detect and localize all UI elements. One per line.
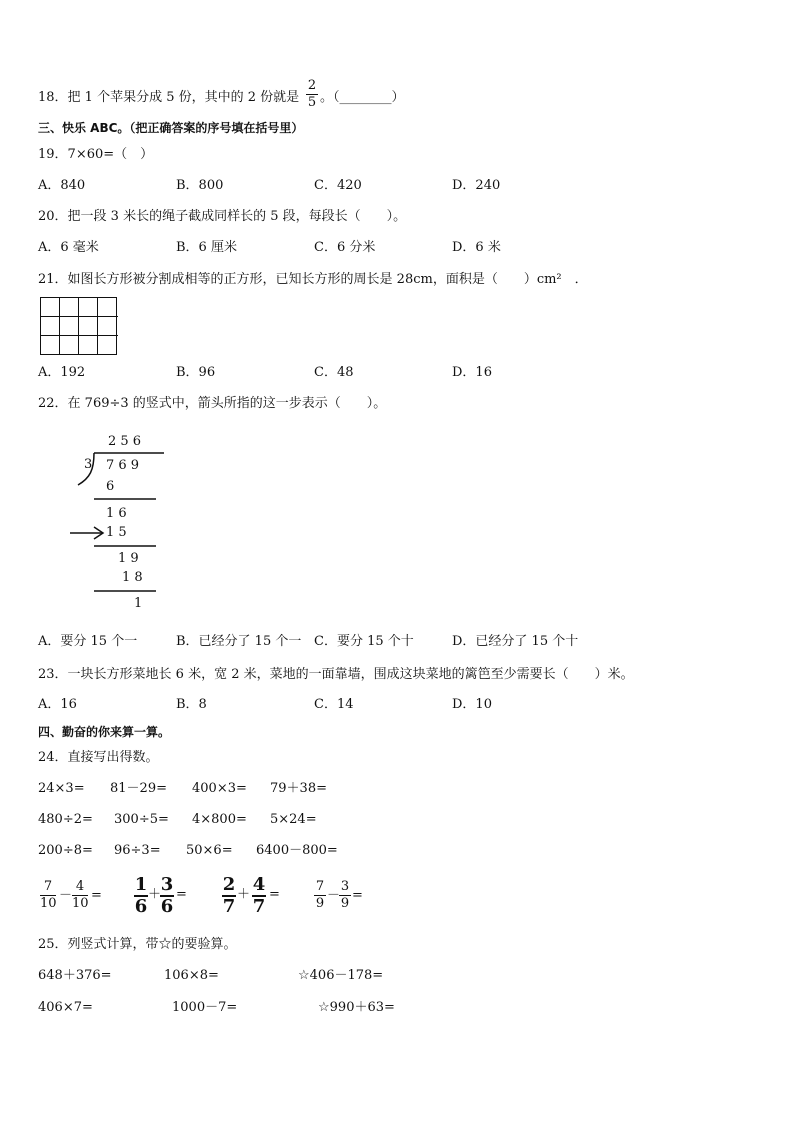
- fraction-denominator: 10: [72, 896, 89, 911]
- q19-option-a[interactable]: A．840: [38, 178, 86, 193]
- equals-sign: =: [176, 887, 187, 902]
- q25-stem: 25．列竖式计算，带☆的要验算。: [38, 937, 237, 952]
- q19-option-c[interactable]: C．420: [314, 178, 362, 193]
- q19-stem: 19．7×60=（ ）: [38, 147, 154, 162]
- fraction-denominator: 7: [252, 896, 266, 917]
- operator: －: [327, 888, 341, 903]
- q20-option-a[interactable]: A．6 毫米: [38, 240, 99, 255]
- q19-option-b[interactable]: B．800: [176, 178, 224, 193]
- q24-item: 24×3=: [38, 781, 85, 796]
- q21-option-a[interactable]: A．192: [38, 365, 86, 380]
- operator: －: [59, 888, 73, 903]
- division-row-6: 1: [134, 596, 143, 611]
- q23-option-d[interactable]: D．10: [452, 697, 492, 712]
- q24-item: 4×800=: [192, 812, 247, 827]
- fraction-numerator: 4: [252, 874, 266, 895]
- q21-option-b[interactable]: B．96: [176, 365, 216, 380]
- q24-item: 400×3=: [192, 781, 247, 796]
- fraction-numerator: 7: [315, 879, 325, 894]
- q24-item: 79＋38=: [270, 781, 327, 796]
- q20-option-d[interactable]: D．6 米: [452, 240, 501, 255]
- q20-option-c[interactable]: C．6 分米: [314, 240, 376, 255]
- fraction-numerator: 1: [134, 874, 148, 895]
- equals-sign: =: [91, 888, 102, 903]
- q21-option-d[interactable]: D．16: [452, 365, 492, 380]
- q25-item: ☆990＋63=: [318, 1000, 395, 1015]
- q25-item: 406×7=: [38, 1000, 93, 1015]
- rectangle-grid-figure: [40, 297, 118, 355]
- q20-stem: 20．把一段 3 米长的绳子截成同样长的 5 段，每段长（ ）。: [38, 209, 407, 224]
- q25-item: 106×8=: [164, 968, 219, 983]
- fraction-numerator: 4: [72, 879, 88, 896]
- q25-item: ☆406－178=: [298, 968, 384, 983]
- fraction-denominator: 6: [134, 896, 148, 917]
- q22-option-c[interactable]: C．要分 15 个十: [314, 634, 414, 649]
- division-row-4: 1 9: [118, 551, 139, 566]
- q22-option-d[interactable]: D．已经分了 15 个十: [452, 634, 579, 649]
- q24-stem: 24．直接写出得数。: [38, 750, 159, 765]
- division-dividend: 7 6 9: [106, 458, 140, 473]
- arrow-right-icon: [70, 526, 106, 540]
- q19-option-d[interactable]: D．240: [452, 178, 501, 193]
- q22-option-b[interactable]: B．已经分了 15 个一: [176, 634, 302, 649]
- operator: ＋: [237, 887, 251, 902]
- q24-item: 5×24=: [270, 812, 317, 827]
- q24-item: 6400－800=: [256, 843, 338, 858]
- q22-stem: 22．在 769÷3 的竖式中，箭头所指的这一步表示（ ）。: [38, 396, 387, 411]
- q23-option-c[interactable]: C．14: [314, 697, 354, 712]
- q23-stem: 23．一块长方形菜地长 6 米，宽 2 米，菜地的一面靠墙，围成这块菜地的篱笆至少需要长（ ）米。: [38, 667, 634, 682]
- fraction-denominator: 9: [315, 896, 325, 911]
- division-divisor: 3: [84, 457, 93, 472]
- q24-item: 50×6=: [186, 843, 233, 858]
- q25-item: 1000－7=: [172, 1000, 238, 1015]
- q21-option-c[interactable]: C．48: [314, 365, 354, 380]
- division-row-1: 6: [106, 479, 115, 494]
- fraction-numerator: 2: [222, 874, 236, 895]
- q20-option-b[interactable]: B．6 厘米: [176, 240, 237, 255]
- equals-sign: =: [352, 888, 363, 903]
- q23-option-a[interactable]: A．16: [38, 697, 77, 712]
- q24-item: 480÷2=: [38, 812, 93, 827]
- q24-item: 200÷8=: [38, 843, 93, 858]
- q18-answer-blank[interactable]: 。（________）: [320, 90, 405, 105]
- q18-numerator: 2: [307, 78, 317, 93]
- division-quotient: 2 5 6: [108, 434, 142, 449]
- operator: ＋: [148, 887, 162, 902]
- division-row-3: 1 5: [106, 525, 127, 540]
- section-4-heading: 四、勤奋的你来算一算。: [38, 725, 171, 739]
- q22-option-a[interactable]: A．要分 15 个一: [38, 634, 138, 649]
- q24-item: 300÷5=: [114, 812, 169, 827]
- q21-stem: 21．如图长方形被分割成相等的正方形，已知长方形的周长是 28cm，面积是（ ）cm² ．: [38, 272, 588, 287]
- fraction-denominator: 7: [222, 896, 236, 917]
- fraction-denominator: 10: [40, 896, 57, 911]
- division-row-2: 1 6: [106, 506, 127, 521]
- division-lines: [70, 448, 170, 594]
- fraction-numerator: 3: [340, 879, 350, 894]
- division-row-5: 1 8: [122, 570, 143, 585]
- q23-option-b[interactable]: B．8: [176, 697, 207, 712]
- fraction-numerator: 3: [160, 874, 174, 895]
- section-3-heading: 三、快乐 ABC。（把正确答案的序号填在括号里）: [38, 121, 304, 135]
- fraction-numerator: 7: [40, 879, 56, 896]
- equals-sign: =: [269, 887, 280, 902]
- q18-fraction: [306, 78, 318, 111]
- q18-prefix: 18．把 1 个苹果分成 5 份，其中的 2 份就是: [38, 90, 300, 105]
- q25-item: 648＋376=: [38, 968, 112, 983]
- q24-item: 96÷3=: [114, 843, 161, 858]
- fraction-denominator: 6: [160, 896, 174, 917]
- fraction-denominator: 9: [340, 896, 350, 911]
- q18-denominator: 5: [307, 95, 317, 110]
- q24-item: 81－29=: [110, 781, 167, 796]
